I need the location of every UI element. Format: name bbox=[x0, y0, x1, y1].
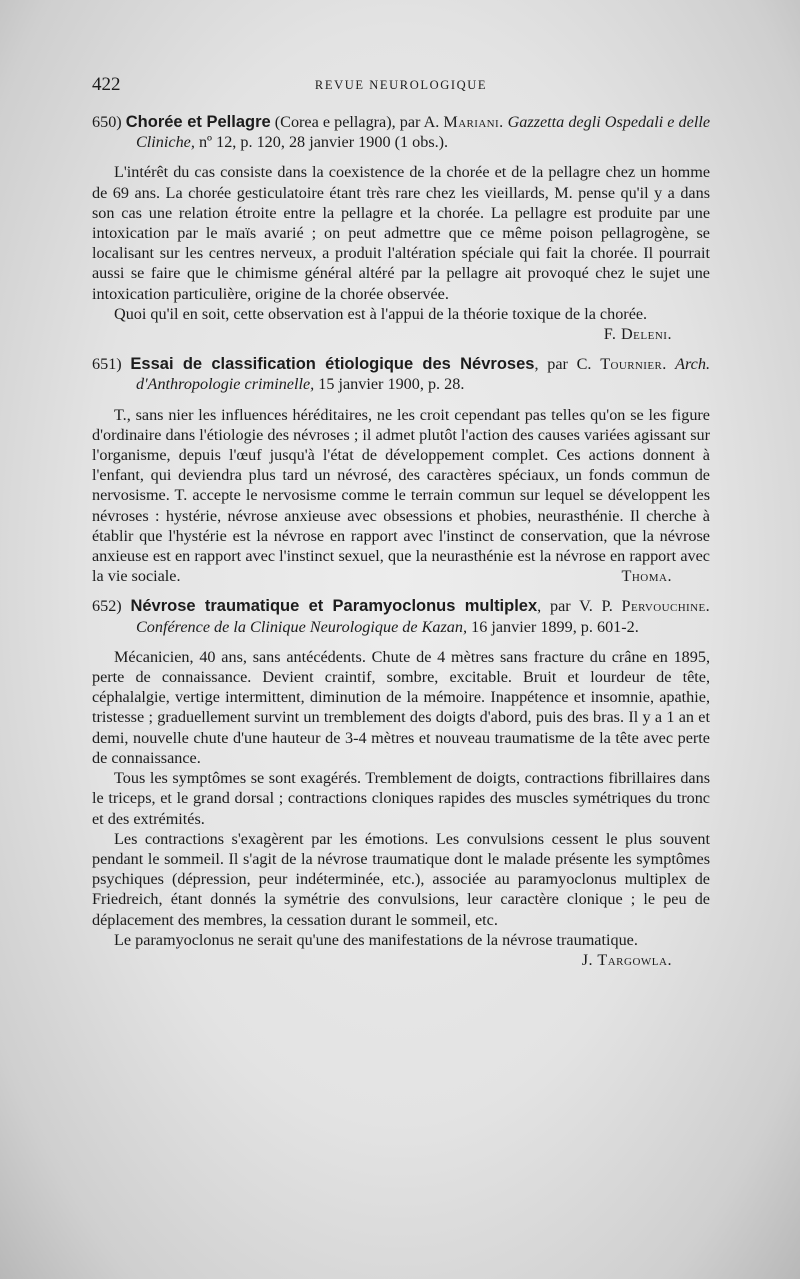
entry-heading bbox=[92, 596, 710, 636]
running-head: REVUE NEUROLOGIQUE bbox=[314, 78, 488, 92]
entry-reference: 16 janvier 1899, p. 601-2. bbox=[467, 617, 639, 636]
signature: Thoma. bbox=[621, 567, 672, 586]
paragraph-text: Quoi qu'il en soit, cette observation est à l'appui de la théorie toxique de la chorée. bbox=[114, 304, 648, 323]
entry-number: 651) bbox=[92, 355, 122, 374]
entry-number: 650) bbox=[92, 113, 122, 131]
entry-heading bbox=[92, 112, 710, 152]
page-number: 422 bbox=[92, 74, 121, 95]
entry-reference: nº 12, p. 120, 28 janvier 1900 (1 obs.). bbox=[194, 133, 449, 152]
article-body bbox=[92, 112, 710, 980]
paragraph: Mécanicien, 40 ans, sans antécédents. Chute de 4 mètres sans fracture du crâne en 1895, perte de connaissance. Devient craintif, sombre, excitable. Bruit et lourdeur de tête, céphalalgie, vertige intermittent, diminution de la mémoire. Inappétence et insomnie, apathie, tristesse ; graduellement survint un tremblement des doigts d'abord, puis des bras. Il y a 1 an et demi, nouvelle chute d'une hauteur de 3-4 mètres et nouveau traumatisme de la tête avec perte de connaissance. bbox=[92, 647, 710, 767]
entry-journal: Arch. d'Anthropologie criminelle, bbox=[136, 355, 711, 394]
entry-title: Essai de classification étiologique des Névroses bbox=[130, 355, 535, 374]
entry-heading bbox=[92, 354, 710, 394]
entry-title: Névrose traumatique et Paramyoclonus multiplex bbox=[130, 597, 538, 616]
entry-reference: 15 janvier 1900, p. 28. bbox=[314, 375, 465, 394]
paragraph: Tous les symptômes se sont exagérés. Tremblement de doigts, contractions fibrillaires dans le triceps, et le grand dorsal ; contractions cloniques rapides des muscles symétriques du tronc et des extrémités. bbox=[92, 769, 710, 828]
entry-subtitle: (Corea e pellagra), par A. bbox=[270, 113, 444, 131]
entry-author: Mariani. bbox=[443, 113, 504, 131]
paragraph-text: T., sans nier les influences héréditaires, ne les croit cependant pas telles qu'on se les figure d'ordinaire dans l'étiologie des névroses ; il admet plutôt l'action des causes variées agissant sur l'organisme, depuis l'œuf jusqu'à l'état de développement complet. Ces actions donnent à l'enfant, qui deviendra plus tard un névrosé, des caractères spéciaux, un fonds commun de nervosisme. T. accepte le nervosisme comme le terrain commun sur lequel se développent les névroses : hystérie, névrose anxieuse avec obsessions et phobies, neurasthénie. Il cherche à établir que l'hystérie est la névrose en rapport avec l'instinct de conservation, que la névrose anxieuse est en rapport avec l'instinct sexuel, que la neurasthénie est la névrose en rapport avec la vie sociale. bbox=[92, 405, 710, 586]
page-header bbox=[92, 74, 710, 100]
entry-author: Pervouchine. bbox=[621, 597, 711, 616]
paragraph bbox=[92, 304, 710, 344]
entry-652 bbox=[92, 596, 710, 970]
entry-650 bbox=[92, 112, 710, 344]
entry-number: 652) bbox=[92, 597, 122, 616]
entry-subtitle: , par C. bbox=[534, 355, 601, 374]
paragraph bbox=[92, 930, 710, 969]
signature: F. Deleni. bbox=[603, 325, 672, 344]
signature: J. Targowla. bbox=[581, 950, 672, 969]
entry-title: Chorée et Pellagre bbox=[125, 113, 271, 131]
paragraph: Les contractions s'exagèrent par les émotions. Les convulsions cessent le plus souvent pendant le sommeil. Il s'agit de la névrose traumatique dont le malade présente les symptômes psychiques (dépression, peur indéterminée, etc.), associée au paramyoclonus multiplex de Friedreich, étant donnés la symétrie des convulsions, leur caractère clonique ; le peu de déplacement des membres, la cessation durant le sommeil, etc. bbox=[92, 829, 710, 929]
entry-journal: Conférence de la Clinique Neurologique de Kazan, bbox=[136, 617, 468, 636]
entry-author: Tournier. bbox=[600, 355, 667, 374]
paragraph: L'intérêt du cas consiste dans la coexistence de la chorée et de la pellagre chez un homme de 69 ans. La chorée gesticulatoire étant très rare chez les vieillards, M. pense qu'il y a dans son cas une relation étroite entre la pellagre et la chorée. La pellagre est produite par une intoxication par le maïs avarié ; on peut admettre que ce même poison pellagrogène, se localisant sur les centres nerveux, a produit l'altération spéciale qui fait la chorée. Il pourrait aussi se faire que le chimisme général altéré par la pellagre ait provoqué chez le sujet une intoxication particulière, origine de la chorée observée. bbox=[92, 163, 710, 303]
entry-subtitle: , par V. P. bbox=[537, 597, 622, 616]
entry-651 bbox=[92, 354, 710, 586]
paragraph-text: Le paramyoclonus ne serait qu'une des manifestations de la névrose traumatique. bbox=[114, 930, 638, 949]
paragraph bbox=[92, 405, 710, 587]
entry-journal: Gazzetta degli Ospedali e delle Cliniche, bbox=[136, 113, 711, 152]
